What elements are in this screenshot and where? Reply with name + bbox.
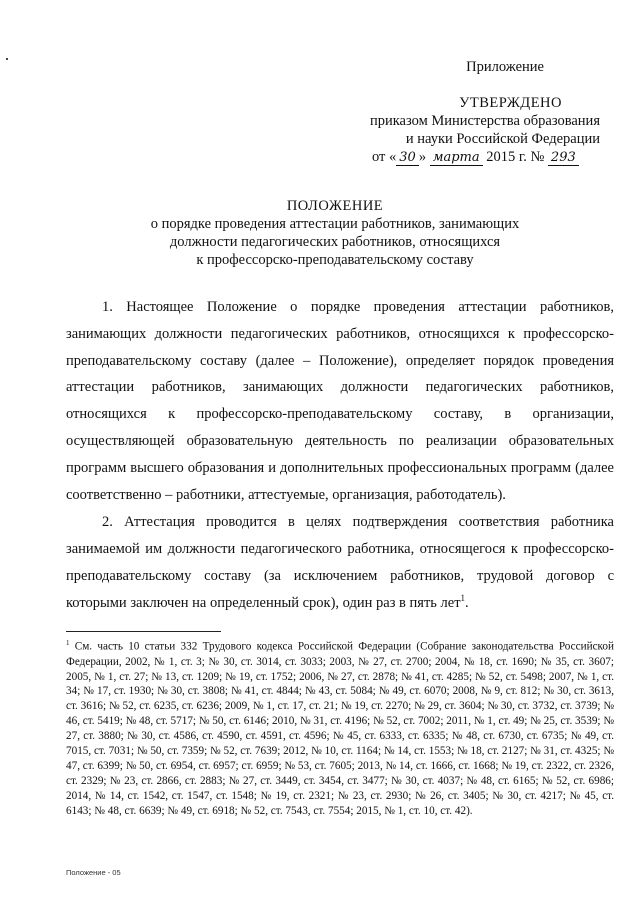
approved-label: УТВЕРЖДЕНО xyxy=(459,95,562,111)
approval-line-1: приказом Министерства образования xyxy=(369,113,600,129)
year-text: 2015 г. № xyxy=(486,149,545,165)
footnote-text: См. часть 10 статьи 332 Трудового кодекса Российской Федерации (Собрание законодательства Российской Федерации, 2002, № 1, ст. 3; № 30, ст. 3014, ст. 3033; 2003, № 27, ст. 2700; 2004, № 18, ст. 1690; № 35, ст. 3607; 2005, № 1, ст. 27; № 13, ст. 1209; № 19, ст. 1752; 2006, № 27, ст. 2878; № 41, ст. 4285; № 52, ст. 5498; 2007, № 1, ст. 34; № 17, ст. 1930; № 30, ст. 3808; № 41, ст. 4844; № 43, ст. 5084; № 49, ст. 6070; 2008, № 9, ст. 812; № 30, ст. 3613, ст. 3616; № 52, ст. 6235, ст. 6236; 2009, № 1, ст. 17, ст. 21; № 19, ст. 2270; № 29, ст. 3604; № 30, ст. 3732, ст. 3739; № 46, ст. 5419; № 48, ст. 5717; № 50, ст. 6146; 2010, № 31, ст. 4196; № 52, ст. 7002; 2011, № 1, ст. 49; № 25, ст. 3539; № 27, ст. 3880; № 30, ст. 4586, ст. 4590, ст. 4591, ст. 4596; № 45, ст. 6333, ст. 6335; № 48, ст. 6730, ст. 6735; № 49, ст. 7015, ст. 7031; № 50, ст. 7359; № 52, ст. 7639; 2012, № 10, ст. 1164; № 14, ст. 1553; № 18, ст. 2127; № 31, ст. 4325; № 47, ст. 6399; № 50, ст. 6954, ст. 6957; ст. 6959; № 53, ст. 7605; 2013, № 14, ст. 1666, ст. 1668; № 19, ст. 2322, ст. 2326, ст. 2329; № 23, ст. 2866, ст. 2883; № 27, ст. 3449, ст. 3454, ст. 3477; № 30, ст. 4037; № 48, ст. 6165; № 52, ст. 6986; 2014, № 14, ст. 1542, ст. 1547, ст. 1548; № 19, ст. 2321; № 23, ст. 2930; № 26, ст. 3405; № 30, ст. 4217; № 45, ст. 6143; № 48, ст. 6639; № 49, ст. 6918; № 52, ст. 7543, ст. 7554; 2015, № 1, ст. 10, ст. 42). xyxy=(66,640,614,817)
title-heading: ПОЛОЖЕНИЕ xyxy=(286,198,384,214)
paragraph-2-text: 2. Аттестация проводится в целях подтверждения соответствия работника занимаемой им должности педагогического работника, относящегося к профессорско-преподавательскому составу (за исключением работников, трудовой договор с которыми заключен на определенный срок), один раз в пять лет xyxy=(66,514,614,611)
appendix-label: Приложение xyxy=(466,59,544,75)
footnote-separator xyxy=(66,631,221,632)
handwritten-number: 293 xyxy=(548,150,579,166)
document-body xyxy=(66,294,614,618)
approval-block xyxy=(360,58,622,167)
title-line-2: должности педагогических работников, относящихся xyxy=(169,234,501,250)
paragraph-1: 1. Настоящее Положение о порядке проведения аттестации работников, занимающих должности педагогических работников, относящихся к профессорско-преподавательскому составу (далее – Положение), определяет порядок проведения аттестации работников, занимающих должности педагогических работников, относящихся к профессорско-преподавательскому составу, в организации, осуществляющей образовательную деятельность по реализации образовательных программ высшего образования и дополнительных профессиональных программ (далее соответственно – работники, аттестуемые, организация, работодатель). xyxy=(66,299,614,503)
handwritten-month: марта xyxy=(430,150,483,166)
approval-date-line xyxy=(360,148,622,167)
footnote-number: 1 xyxy=(66,639,70,647)
footnote xyxy=(66,636,614,819)
paragraph-2-end: . xyxy=(465,594,469,611)
title-line-3: к профессорско-преподавательскому составу xyxy=(196,252,474,268)
date-mid: » xyxy=(418,149,427,165)
approval-line-2: и науки Российской Федерации xyxy=(405,131,600,147)
page-footer: Положение - 05 xyxy=(66,868,121,877)
title-line-1: о порядке проведения аттестации работников, занимающих xyxy=(150,216,520,232)
scan-speck xyxy=(6,58,8,60)
paragraph-2 xyxy=(66,509,614,616)
date-prefix: от « xyxy=(372,149,397,165)
document-title xyxy=(100,197,570,269)
footnote-ref: 1 xyxy=(460,592,466,603)
handwritten-day: 30 xyxy=(396,150,419,166)
